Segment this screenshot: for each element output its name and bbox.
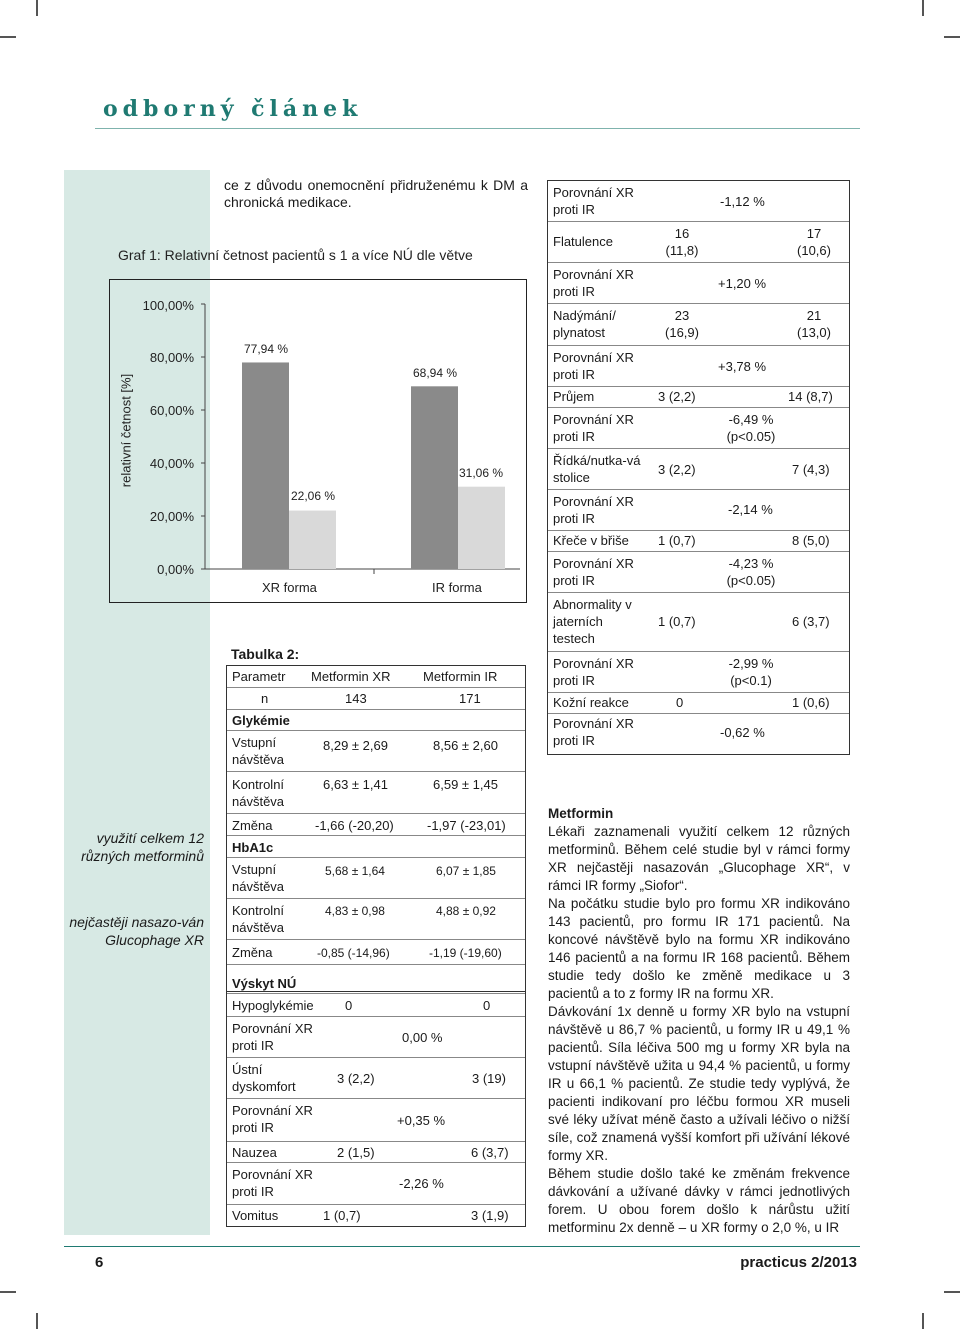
table-row <box>548 181 849 222</box>
row-label: Ústní dyskomfort <box>232 1062 296 1094</box>
compare-label: Porovnání XR proti IR <box>232 1167 313 1199</box>
table-row <box>548 652 849 693</box>
table-row <box>548 263 849 304</box>
footer-divider <box>64 1246 860 1247</box>
compare-value: +3,78 % <box>718 359 767 374</box>
row-label: Nadýmání/ plynatost <box>553 308 616 340</box>
y-tick-label: 60,00% <box>149 403 194 418</box>
cell-xr: 2 (1,5) <box>337 1145 375 1160</box>
table-row <box>548 552 849 593</box>
table-header-row <box>227 666 525 688</box>
table-row <box>227 1058 525 1099</box>
cell-ir: 1 (0,6) <box>792 695 830 710</box>
bar-data-label: 68,94 % <box>412 366 458 380</box>
crop-mark <box>36 1313 38 1329</box>
cell-xr: 1 (0,7) <box>658 533 696 548</box>
y-tick-label: 20,00% <box>149 509 194 524</box>
table-row <box>548 714 849 753</box>
compare-label: Porovnání XR proti IR <box>553 494 634 526</box>
compare-label: Porovnání XR proti IR <box>553 267 634 299</box>
crop-mark <box>922 1313 924 1329</box>
table-row <box>548 531 849 552</box>
header-cell: Metformin XR <box>311 669 391 684</box>
table-row <box>548 449 849 490</box>
table-row <box>227 772 525 814</box>
cell-ir: 7 (4,3) <box>792 462 830 477</box>
compare-value: -2,26 % <box>399 1176 444 1191</box>
cell-ir: -1,19 (-19,60) <box>429 946 502 960</box>
crop-mark <box>944 1291 960 1293</box>
bar-data-label: 31,06 % <box>458 466 504 480</box>
compare-value: -2,99 % (p<0.1) <box>728 656 774 688</box>
table-row <box>227 1017 525 1058</box>
compare-label: Porovnání XR proti IR <box>553 656 634 688</box>
cell-xr: -1,66 (-20,20) <box>315 818 394 833</box>
table-row <box>227 688 525 710</box>
cell-xr: 16 (11,8) <box>665 226 699 258</box>
group-label: Výskyt NÚ <box>232 976 297 991</box>
x-category-label: IR forma <box>432 580 482 595</box>
cell-ir: 171 <box>459 691 481 706</box>
table-row <box>227 973 525 994</box>
crop-mark <box>36 0 38 16</box>
row-label: Křeče v břiše <box>553 533 629 548</box>
cell-ir: 6 (3,7) <box>471 1145 509 1160</box>
table-2 <box>226 665 526 1227</box>
journal-name: practicus 2/2013 <box>740 1254 857 1271</box>
body-paragraph: Lékaři zaznamenali využití celkem 12 různých metforminů. Během celé studie byl v rámci formy XR nejčastěji nasazován „Glucophage XR“, v rámci IR formy „Siofor“. <box>548 824 850 893</box>
table-row <box>227 1142 525 1163</box>
compare-value: -4,23 % (p<0.05) <box>726 556 776 588</box>
cell-ir: 3 (19) <box>472 1071 506 1086</box>
compare-value: +1,20 % <box>718 276 767 291</box>
row-label: Kontrolní návštěva <box>232 903 285 935</box>
cell-ir: 0 <box>483 998 491 1013</box>
page-number: 6 <box>95 1254 104 1271</box>
bar-data-label: 77,94 % <box>243 342 289 356</box>
table-row <box>548 387 849 408</box>
table-row <box>548 346 849 387</box>
chart-ylabel: relativní četnost [%] <box>118 373 134 488</box>
table-row <box>227 836 525 858</box>
cell-xr: -0,85 (-14,96) <box>317 946 390 960</box>
body-paragraph: Dávkování 1x denně u formy XR bylo na vstupní návštěvě u 86,7 % pacientů, u formy IR u 49,1 % pacientů. Síla léčiva 500 mg u formy XR byla na vstupní návštěvě užita u 94,4 % pacientů, u formy IR u 66,1 % pacientů. Ze studie tedy vyplývá, že pacienti indikovaní pro léčbu formou XR museli své léky užívat méně často a užívali léčivo o nižší síle, což znamená vyšší komfort při užívání lékové formy XR. <box>548 1004 850 1163</box>
row-label: Kožní reakce <box>553 695 629 710</box>
cell-ir: 4,88 ± 0,92 <box>436 904 496 918</box>
body-heading: Metformin <box>548 806 614 821</box>
compare-value: -2,14 % <box>728 502 773 517</box>
table-row <box>548 693 849 714</box>
table-row <box>227 899 525 940</box>
row-label: Abnormality v jaterních testech <box>553 597 632 646</box>
crop-mark <box>922 0 924 16</box>
compare-label: Porovnání XR proti IR <box>232 1103 313 1135</box>
chart-frame <box>109 279 527 603</box>
y-tick-label: 100,00% <box>142 298 194 313</box>
sidebar-note-glucophage: nejčastěji nasazo-ván Glucophage XR <box>69 914 204 948</box>
table-row <box>548 408 849 449</box>
table-row <box>548 222 849 263</box>
compare-label: Porovnání XR proti IR <box>553 350 634 382</box>
group-label: Glykémie <box>232 713 290 728</box>
row-label: Vstupní návštěva <box>232 862 285 894</box>
cell-ir: 6,07 ± 1,85 <box>436 864 496 878</box>
cell-xr: 8,29 ± 2,69 <box>323 738 388 753</box>
cell-xr: 1 (0,7) <box>658 614 696 629</box>
row-label: Hypoglykémie <box>232 998 314 1013</box>
cell-xr: 3 (2,2) <box>658 389 696 404</box>
compare-label: Porovnání XR proti IR <box>553 556 634 588</box>
row-label: Řídká/nutka-vá stolice <box>553 453 641 485</box>
cell-ir: 8 (5,0) <box>792 533 830 548</box>
cell-ir: 6 (3,7) <box>792 614 830 629</box>
header-cell: Parametr <box>232 669 286 684</box>
table-row <box>227 994 525 1017</box>
cell-xr: 3 (2,2) <box>658 462 696 477</box>
compare-value: -6,49 % (p<0.05) <box>726 412 776 444</box>
table-row <box>548 304 849 346</box>
cell-xr: 6,63 ± 1,41 <box>323 777 388 792</box>
table-row <box>227 731 525 772</box>
crop-mark <box>0 36 16 38</box>
x-category-label: XR forma <box>262 580 317 595</box>
group-label: HbA1c <box>232 840 274 855</box>
intro-text: ce z důvodu onemocnění přidruženému k DM a chronická medikace. <box>224 177 528 210</box>
section-divider <box>95 128 860 129</box>
cell-ir: 3 (1,9) <box>471 1208 509 1223</box>
cell-xr: 5,68 ± 1,64 <box>325 864 385 878</box>
crop-mark <box>944 36 960 38</box>
cell-xr: 1 (0,7) <box>323 1208 361 1223</box>
table-row <box>548 593 849 652</box>
table-2-continued <box>547 180 850 755</box>
row-label: Průjem <box>553 389 595 404</box>
row-label: Kontrolní návštěva <box>232 777 285 809</box>
row-label: Nauzea <box>232 1145 277 1160</box>
cell-xr: 0 <box>345 998 353 1013</box>
table-title: Tabulka 2: <box>231 646 300 662</box>
table-row <box>227 940 525 965</box>
compare-value: -0,62 % <box>720 725 765 740</box>
body-paragraph: Během studie došlo také ke změnám frekvence dávkování a užívané dávky v rámci jednotlivých forem. U obou forem došlo k nárůstu užití metforminu 2x denně – u XR formy o 2,0 %, u IR <box>548 1166 850 1235</box>
cell-xr: 143 <box>345 691 367 706</box>
compare-value: -1,12 % <box>720 194 765 209</box>
crop-mark <box>0 1291 16 1293</box>
sidebar-note-metformins: využití celkem 12 různých metforminů <box>81 830 204 864</box>
cell-xr: 3 (2,2) <box>337 1071 375 1086</box>
section-title: odborný článek <box>103 96 363 122</box>
cell-ir: 17 (10,6) <box>797 226 831 258</box>
cell-xr: 23 (16,9) <box>665 308 699 340</box>
cell-ir: 6,59 ± 1,45 <box>433 777 498 792</box>
row-label: n <box>261 691 269 706</box>
header-cell: Metformin IR <box>423 669 498 684</box>
cell-ir: -1,97 (-23,01) <box>427 818 506 833</box>
y-tick-label: 0,00% <box>157 562 194 577</box>
compare-value: 0,00 % <box>402 1030 443 1045</box>
table-row <box>227 710 525 731</box>
y-tick-label: 40,00% <box>149 456 194 471</box>
table-row <box>227 1099 525 1142</box>
row-label: Vomitus <box>232 1208 279 1223</box>
cell-xr: 0 <box>676 695 684 710</box>
row-label: Změna <box>232 818 273 833</box>
y-tick-label: 80,00% <box>149 350 194 365</box>
row-label: Vstupní návštěva <box>232 735 285 767</box>
cell-xr: 4,83 ± 0,98 <box>325 904 385 918</box>
body-paragraph: Na počátku studie bylo pro formu XR indikováno 143 pacientů, pro formu IR 171 pacientů. Na koncové návštěvě bylo na formu XR indikováno 146 pacientů a na formu IR 168 pacientů. Během studie tedy došlo ke změně medikace u 3 pacientů a to z formy IR na formu XR. <box>548 896 850 1001</box>
table-row <box>227 1205 525 1225</box>
compare-value: +0,35 % <box>397 1113 446 1128</box>
row-label: Změna <box>232 945 273 960</box>
article-body <box>548 805 850 1237</box>
bar-data-label: 22,06 % <box>290 489 336 503</box>
cell-ir: 14 (8,7) <box>788 389 833 404</box>
table-row <box>227 814 525 836</box>
table-row <box>227 858 525 899</box>
cell-ir: 8,56 ± 2,60 <box>433 738 498 753</box>
compare-label: Porovnání XR proti IR <box>553 716 634 748</box>
cell-ir: 21 (13,0) <box>797 308 831 340</box>
row-label: Flatulence <box>553 234 613 249</box>
compare-label: Porovnání XR proti IR <box>553 185 634 217</box>
compare-label: Porovnání XR proti IR <box>553 412 634 444</box>
table-row <box>227 1163 525 1205</box>
chart-title: Graf 1: Relativní četnost pacientů s 1 a více NÚ dle větve <box>118 247 473 263</box>
compare-label: Porovnání XR proti IR <box>232 1021 313 1053</box>
table-row <box>548 490 849 531</box>
